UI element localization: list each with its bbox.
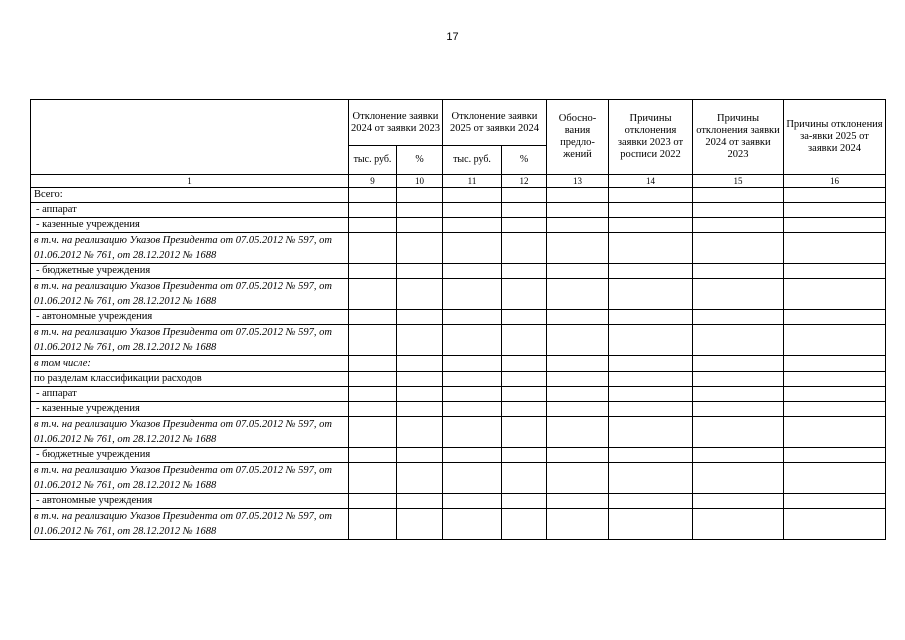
table-cell — [349, 264, 397, 279]
table-row — [31, 463, 886, 494]
table-row — [31, 356, 886, 372]
table-cell — [443, 448, 502, 463]
table-cell — [693, 218, 784, 233]
table-cell — [502, 356, 547, 372]
table-cell — [397, 279, 443, 310]
table-cell — [547, 264, 609, 279]
table-cell — [693, 356, 784, 372]
table-cell — [609, 387, 693, 402]
table-cell — [547, 325, 609, 356]
table-row — [31, 494, 886, 509]
table-row — [31, 387, 886, 402]
table-cell — [547, 417, 609, 448]
header-justification: Обосно-вания предло-жений — [547, 100, 609, 175]
table-cell — [609, 310, 693, 325]
table-cell — [693, 233, 784, 264]
table-cell — [693, 264, 784, 279]
table-cell — [349, 188, 397, 203]
table-cell — [547, 372, 609, 387]
table-cell — [443, 188, 502, 203]
table-cell — [443, 218, 502, 233]
table-cell — [547, 218, 609, 233]
table-cell — [397, 218, 443, 233]
table-cell — [609, 463, 693, 494]
table-cell — [784, 264, 886, 279]
row-label: в том числе: — [31, 356, 349, 372]
table-cell — [502, 494, 547, 509]
table-row — [31, 264, 886, 279]
row-label: в т.ч. на реализацию Указов Президента от 07.05.2012 № 597, от 01.06.2012 № 761, от 28.12.2012 № 1688 — [31, 279, 349, 310]
column-number: 10 — [397, 175, 443, 188]
header-unit-percent-2024: % — [397, 146, 443, 175]
table-cell — [443, 203, 502, 218]
deviation-table — [30, 99, 886, 540]
table-row — [31, 233, 886, 264]
table-cell — [609, 264, 693, 279]
table-row — [31, 325, 886, 356]
table-cell — [784, 233, 886, 264]
table-cell — [502, 325, 547, 356]
table-cell — [443, 372, 502, 387]
table-cell — [443, 387, 502, 402]
table-cell — [547, 188, 609, 203]
table-cell — [693, 279, 784, 310]
table-cell — [547, 387, 609, 402]
table-cell — [609, 188, 693, 203]
page-number: 17 — [446, 31, 459, 43]
table-cell — [502, 417, 547, 448]
table-body — [31, 188, 886, 540]
table-cell — [397, 325, 443, 356]
header-deviation-2025: Отклонение заявки 2025 от заявки 2024 — [443, 100, 547, 146]
table-cell — [784, 310, 886, 325]
table-cell — [784, 509, 886, 540]
table-cell — [397, 310, 443, 325]
table-cell — [784, 218, 886, 233]
table-cell — [609, 448, 693, 463]
table-cell — [609, 494, 693, 509]
table-cell — [502, 448, 547, 463]
table-cell — [502, 264, 547, 279]
table-cell — [784, 417, 886, 448]
table-cell — [784, 494, 886, 509]
table-row — [31, 417, 886, 448]
row-label: в т.ч. на реализацию Указов Президента от 07.05.2012 № 597, от 01.06.2012 № 761, от 28.12.2012 № 1688 — [31, 233, 349, 264]
table-cell — [609, 233, 693, 264]
header-unit-percent-2025: % — [502, 146, 547, 175]
table-cell — [609, 402, 693, 417]
table-cell — [349, 402, 397, 417]
table-row — [31, 203, 886, 218]
table-cell — [609, 203, 693, 218]
column-number: 15 — [693, 175, 784, 188]
table-cell — [693, 463, 784, 494]
table-cell — [349, 509, 397, 540]
column-number-row — [31, 175, 886, 188]
column-number: 13 — [547, 175, 609, 188]
table-cell — [693, 387, 784, 402]
table-cell — [547, 448, 609, 463]
table-cell — [547, 279, 609, 310]
table-cell — [397, 448, 443, 463]
table-cell — [502, 509, 547, 540]
table-cell — [547, 310, 609, 325]
table-cell — [784, 325, 886, 356]
column-number: 16 — [784, 175, 886, 188]
header-unit-thousand-2025: тыс. руб. — [443, 146, 502, 175]
table-cell — [502, 188, 547, 203]
table-cell — [784, 188, 886, 203]
table-cell — [609, 279, 693, 310]
row-label: - казенные учреждения — [31, 402, 349, 417]
table-cell — [784, 448, 886, 463]
table-cell — [784, 203, 886, 218]
table-cell — [443, 356, 502, 372]
table-cell — [443, 264, 502, 279]
table-cell — [693, 372, 784, 387]
table-cell — [784, 372, 886, 387]
table-cell — [443, 310, 502, 325]
table-row — [31, 310, 886, 325]
header-reasons-2025: Причины отклонения за-явки 2025 от заявки 2024 — [784, 100, 886, 175]
table-cell — [349, 218, 397, 233]
table-row — [31, 279, 886, 310]
table-cell — [397, 233, 443, 264]
table-row — [31, 448, 886, 463]
table-cell — [784, 356, 886, 372]
row-label: - бюджетные учреждения — [31, 448, 349, 463]
table-cell — [609, 325, 693, 356]
table-cell — [397, 417, 443, 448]
table-cell — [502, 372, 547, 387]
column-number: 14 — [609, 175, 693, 188]
table-cell — [349, 356, 397, 372]
row-label: в т.ч. на реализацию Указов Президента от 07.05.2012 № 597, от 01.06.2012 № 761, от 28.12.2012 № 1688 — [31, 463, 349, 494]
table-cell — [693, 188, 784, 203]
table-cell — [547, 203, 609, 218]
table-cell — [443, 233, 502, 264]
table-cell — [397, 387, 443, 402]
table-cell — [693, 402, 784, 417]
table-cell — [443, 494, 502, 509]
table-cell — [784, 463, 886, 494]
table-cell — [349, 372, 397, 387]
table-cell — [693, 448, 784, 463]
table-cell — [609, 218, 693, 233]
table-cell — [547, 356, 609, 372]
header-empty-cell — [31, 100, 349, 175]
table-row — [31, 218, 886, 233]
table-cell — [693, 203, 784, 218]
table-row — [31, 402, 886, 417]
table-cell — [502, 310, 547, 325]
table-cell — [443, 417, 502, 448]
header-deviation-2024: Отклонение заявки 2024 от заявки 2023 — [349, 100, 443, 146]
row-label: - аппарат — [31, 387, 349, 402]
table-cell — [502, 387, 547, 402]
table-cell — [502, 203, 547, 218]
table-cell — [443, 279, 502, 310]
table-cell — [502, 463, 547, 494]
table-header — [31, 100, 886, 188]
table-cell — [693, 310, 784, 325]
table-cell — [502, 218, 547, 233]
table-cell — [609, 356, 693, 372]
row-label: - бюджетные учреждения — [31, 264, 349, 279]
table-cell — [693, 509, 784, 540]
table-cell — [547, 463, 609, 494]
header-reasons-2023: Причины отклонения заявки 2023 от росписи 2022 — [609, 100, 693, 175]
table-cell — [349, 494, 397, 509]
table-cell — [609, 372, 693, 387]
table-cell — [502, 279, 547, 310]
row-label: Всего: — [31, 188, 349, 203]
table-cell — [693, 325, 784, 356]
row-label: по разделам классификации расходов — [31, 372, 349, 387]
table-cell — [397, 203, 443, 218]
table-cell — [693, 494, 784, 509]
table-cell — [443, 325, 502, 356]
table-cell — [397, 188, 443, 203]
table-cell — [349, 203, 397, 218]
table-cell — [349, 325, 397, 356]
column-number: 11 — [443, 175, 502, 188]
header-unit-thousand-2024: тыс. руб. — [349, 146, 397, 175]
column-number: 1 — [31, 175, 349, 188]
table-cell — [397, 463, 443, 494]
table-cell — [547, 509, 609, 540]
table-cell — [397, 402, 443, 417]
table-cell — [443, 463, 502, 494]
table-cell — [609, 417, 693, 448]
table-cell — [349, 279, 397, 310]
column-number: 9 — [349, 175, 397, 188]
row-label: - аппарат — [31, 203, 349, 218]
table-cell — [349, 463, 397, 494]
table-cell — [397, 509, 443, 540]
table-cell — [547, 402, 609, 417]
column-number: 12 — [502, 175, 547, 188]
table-cell — [784, 402, 886, 417]
row-label: в т.ч. на реализацию Указов Президента от 07.05.2012 № 597, от 01.06.2012 № 761, от 28.12.2012 № 1688 — [31, 325, 349, 356]
row-label: в т.ч. на реализацию Указов Президента от 07.05.2012 № 597, от 01.06.2012 № 761, от 28.12.2012 № 1688 — [31, 509, 349, 540]
table-cell — [784, 279, 886, 310]
table-cell — [397, 264, 443, 279]
table-row — [31, 188, 886, 203]
table-row — [31, 372, 886, 387]
table-cell — [349, 310, 397, 325]
table-cell — [502, 402, 547, 417]
table-cell — [349, 448, 397, 463]
table-cell — [349, 233, 397, 264]
row-label: - казенные учреждения — [31, 218, 349, 233]
table-cell — [784, 387, 886, 402]
table-cell — [547, 494, 609, 509]
table-cell — [693, 417, 784, 448]
table-cell — [443, 402, 502, 417]
table-cell — [609, 509, 693, 540]
table-cell — [349, 387, 397, 402]
table-cell — [397, 494, 443, 509]
table-cell — [397, 356, 443, 372]
table-cell — [349, 417, 397, 448]
table-cell — [443, 509, 502, 540]
table-cell — [397, 372, 443, 387]
header-reasons-2024: Причины отклонения заявки 2024 от заявки 2023 — [693, 100, 784, 175]
row-label: - автономные учреждения — [31, 494, 349, 509]
table-cell — [547, 233, 609, 264]
row-label: в т.ч. на реализацию Указов Президента от 07.05.2012 № 597, от 01.06.2012 № 761, от 28.12.2012 № 1688 — [31, 417, 349, 448]
row-label: - автономные учреждения — [31, 310, 349, 325]
table-row — [31, 509, 886, 540]
table-cell — [502, 233, 547, 264]
